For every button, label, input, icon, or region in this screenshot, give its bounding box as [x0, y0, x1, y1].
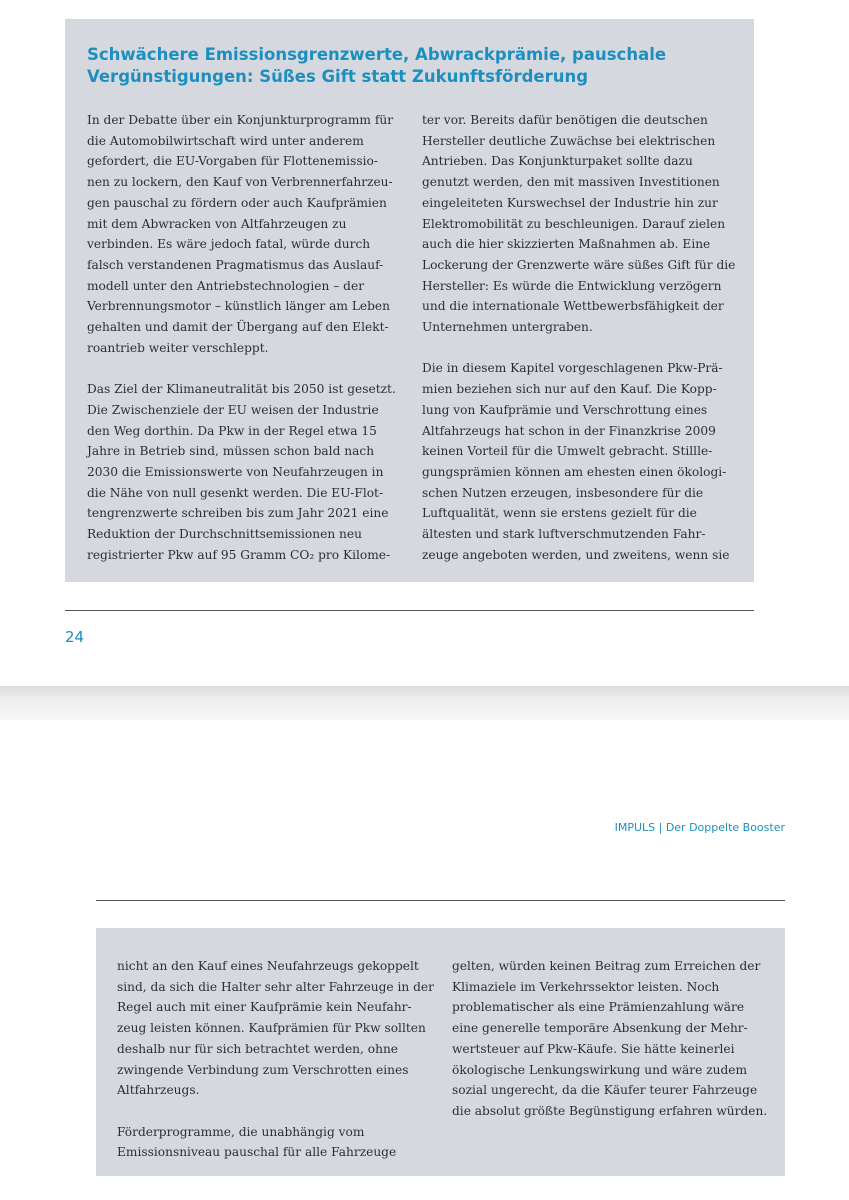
paragraph: Die in diesem Kapitel vorgeschlagenen Pkw-Prä- mien beziehen sich nur auf den Kauf. Die Kopp- lung von Kaufprämie und Verschrottung eines Altfahrzeugs hat schon in der Finanzkrise 2009 keinen Vorteil für die Umwelt gebracht. Stillle- gungsprämien können am ehesten einen ökologi- schen Nutzen erzeugen, insbesondere für die Luftqualität, wenn sie erstens gezielt für die ältesten und stark luftverschmutzenden Fahr- zeuge angeboten werden, und zweitens, wenn sie: [422, 361, 730, 562]
box-heading: Schwächere Emissionsgrenzwerte, Abwrackprämie, pauschale Vergünstigungen: Süßes Gift statt Zukunftsförderung: [87, 45, 667, 86]
paragraph: Förderprogramme, die unabhängig vom Emissionsniveau pauschal für alle Fahrzeuge: [117, 1124, 397, 1160]
page-number: 24: [65, 628, 85, 646]
page-25: [0, 720, 849, 1200]
footer-divider: [65, 610, 754, 611]
info-box-continued: [96, 928, 785, 1176]
text-column-left: [117, 956, 437, 1163]
running-header: IMPULS | Der Doppelte Booster: [614, 821, 785, 834]
page-gap: [0, 686, 849, 720]
text-column-right: [422, 110, 742, 565]
paragraph: gelten, würden keinen Beitrag zum Erreichen der Klimaziele im Verkehrssektor leisten. Noch problematischer als eine Prämienzahlung wäre eine generelle temporäre Absenkung der Mehr- wertsteuer auf Pkw-Käufe. Sie hätte keinerlei ökologische Lenkungswirkung und wäre zudem sozial ungerecht, da die Käufer teurer Fahrzeuge die absolut größte Begünstigung erfahren würden.: [452, 959, 768, 1118]
info-box: [65, 19, 754, 582]
text-column-right: [452, 956, 772, 1122]
paragraph: Das Ziel der Klimaneutralität bis 2050 ist gesetzt. Die Zwischenziele der EU weisen der Industrie den Weg dorthin. Da Pkw in der Regel etwa 15 Jahre in Betrieb sind, müssen schon bald nach 2030 die Emissionswerte von Neufahrzeugen in die Nähe von null gesenkt werden. Die EU-Flot- tengrenzwerte schreiben bis zum Jahr 2021 eine Reduktion der Durchschnittsemissionen neu registrierter Pkw auf 95 Gramm CO₂ pro Kilome-: [87, 382, 396, 562]
header-divider: [96, 900, 785, 901]
paragraph: ter vor. Bereits dafür benötigen die deutschen Hersteller deutliche Zuwächse bei elektrischen Antrieben. Das Konjunkturpaket sollte dazu genutzt werden, den mit massiven Investitionen eingeleiteten Kurswechsel der Industrie hin zur Elektromobilität zu beschleunigen. Darauf zielen auch die hier skizzierten Maßnahmen ab. Eine Lockerung der Grenzwerte wäre süßes Gift für die Hersteller: Es würde die Entwicklung verzögern und die internationale Wettbewerbsfähigkeit der Unternehmen untergraben.: [422, 113, 736, 335]
paragraph: In der Debatte über ein Konjunkturprogramm für die Automobilwirtschaft wird unter anderem gefordert, die EU-Vorgaben für Flottenemissio- nen zu lockern, den Kauf von Verbrennerfahrzeu- gen pauschal zu fördern oder auch Kaufprämien mit dem Abwracken von Altfahrzeugen zu verbinden. Es wäre jedoch fatal, würde durch falsch verstandenen Pragmatismus das Auslauf- modell unter den Antriebstechnologien – der Verbrennungsmotor – künstlich länger am Leben gehalten und damit der Übergang auf den Elekt- roantrieb weiter verschleppt.: [87, 113, 394, 355]
paragraph: nicht an den Kauf eines Neufahrzeugs gekoppelt sind, da sich die Halter sehr alter Fahrzeuge in der Regel auch mit einer Kaufprämie kein Neufahr- zeug leisten können. Kaufprämien für Pkw sollten deshalb nur für sich betrachtet werden, ohne zwingende Verbindung zum Verschrotten eines Altfahrzeugs.: [117, 959, 434, 1098]
text-column-left: [87, 110, 407, 565]
